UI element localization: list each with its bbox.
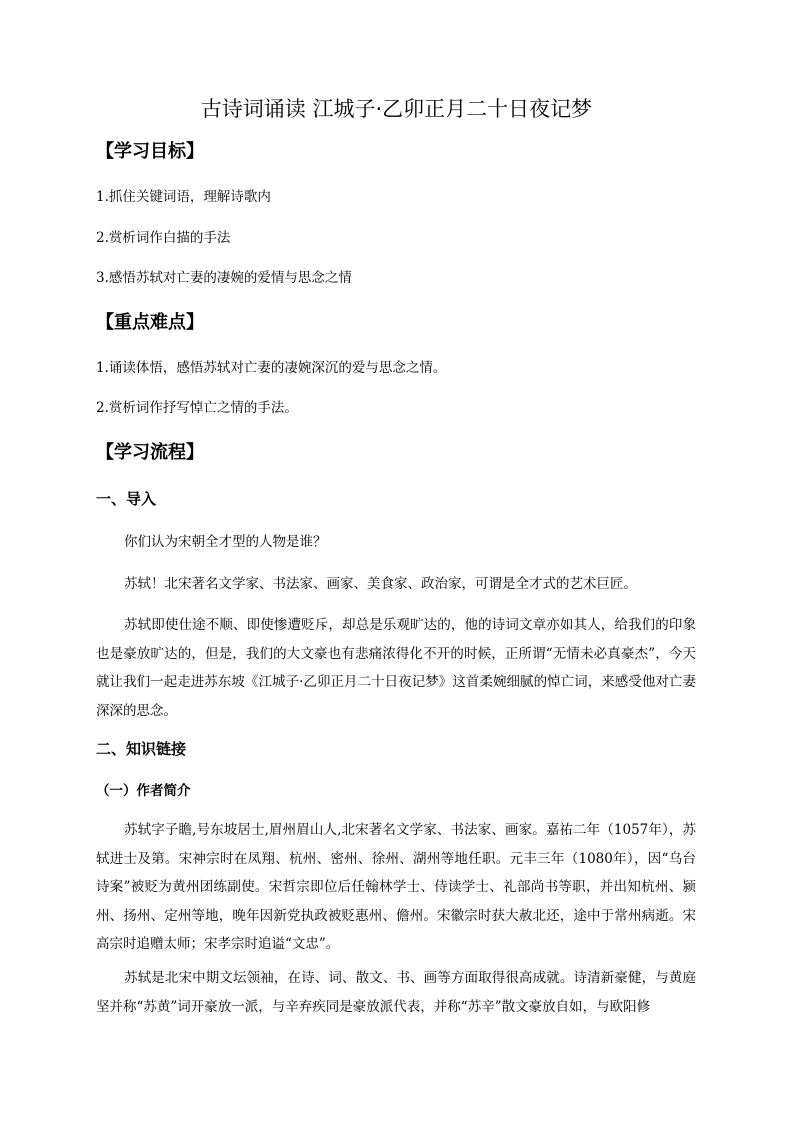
- intro-paragraph: 苏轼！北宋著名文学家、书法家、画家、美食家、政治家，可谓是全才式的艺术巨匠。: [124, 576, 637, 592]
- key-point-item: 2.赏析词作抒写悼亡之情的手法。: [96, 400, 298, 416]
- key-points-heading: 【重点难点】: [96, 312, 204, 333]
- author-heading: （一）作者简介: [96, 783, 191, 799]
- intro-heading: 一、导入: [96, 490, 157, 508]
- objective-item: 3.感悟苏轼对亡妻的凄婉的爱情与思念之情: [96, 270, 352, 286]
- document-title: 古诗词诵读 江城子·乙卯正月二十日夜记梦: [200, 97, 593, 121]
- intro-paragraph: 你们认为宋朝全才型的人物是谁？: [124, 534, 327, 550]
- intro-paragraph: 苏轼即使仕途不顺、即使惨遭贬斥，却总是乐观旷达的，他的诗词文章亦如其人，给我们的印象也是豪放旷达的，但是，我们的大文豪也有悲痛浓得化不开的时候，正所谓“无情未必真豪杰”，今天就让我们一起走进苏东坡《江城子·乙卯正月二十日夜记梦》这首柔婉细腻的悼亡词，来感受他对亡妻深深的思念。: [96, 617, 696, 719]
- author-paragraph: 苏轼是北宋中期文坛领袖，在诗、词、散文、书、画等方面取得很高成就。诗清新豪健，与黄庭坚并称“苏黄”词开豪放一派，与辛弃疾同是豪放派代表，并称“苏辛”散文豪放自如，与欧阳修: [96, 970, 696, 1015]
- knowledge-heading: 二、知识链接: [96, 740, 187, 758]
- author-paragraph: 苏轼字子瞻,号东坡居士,眉州眉山人,北宋著名文学家、书法家、画家。嘉祐二年（1057年），苏轼进士及第。宋神宗时在凤翔、杭州、密州、徐州、湖州等地任职。元丰三年（1080年），因“乌台诗案”被贬为黄州团练副使。宋哲宗即位后任翰林学士、侍读学士、礼部尚书等职，并出知杭州、颍州、扬州、定州等地，晚年因新党执政被贬惠州、儋州。宋徽宗时获大赦北还，途中于常州病逝。宋高宗时追赠太师；宋孝宗时追谥“文忠”。: [96, 822, 696, 952]
- key-point-item: 1.诵读体悟，感悟苏轼对亡妻的凄婉深沉的爱与思念之情。: [96, 360, 447, 376]
- objective-item: 1.抓住关键词语，理解诗歌内: [96, 189, 271, 205]
- objective-item: 2.赏析词作白描的手法: [96, 230, 231, 246]
- process-heading: 【学习流程】: [96, 442, 204, 463]
- objectives-heading: 【学习目标】: [96, 141, 204, 162]
